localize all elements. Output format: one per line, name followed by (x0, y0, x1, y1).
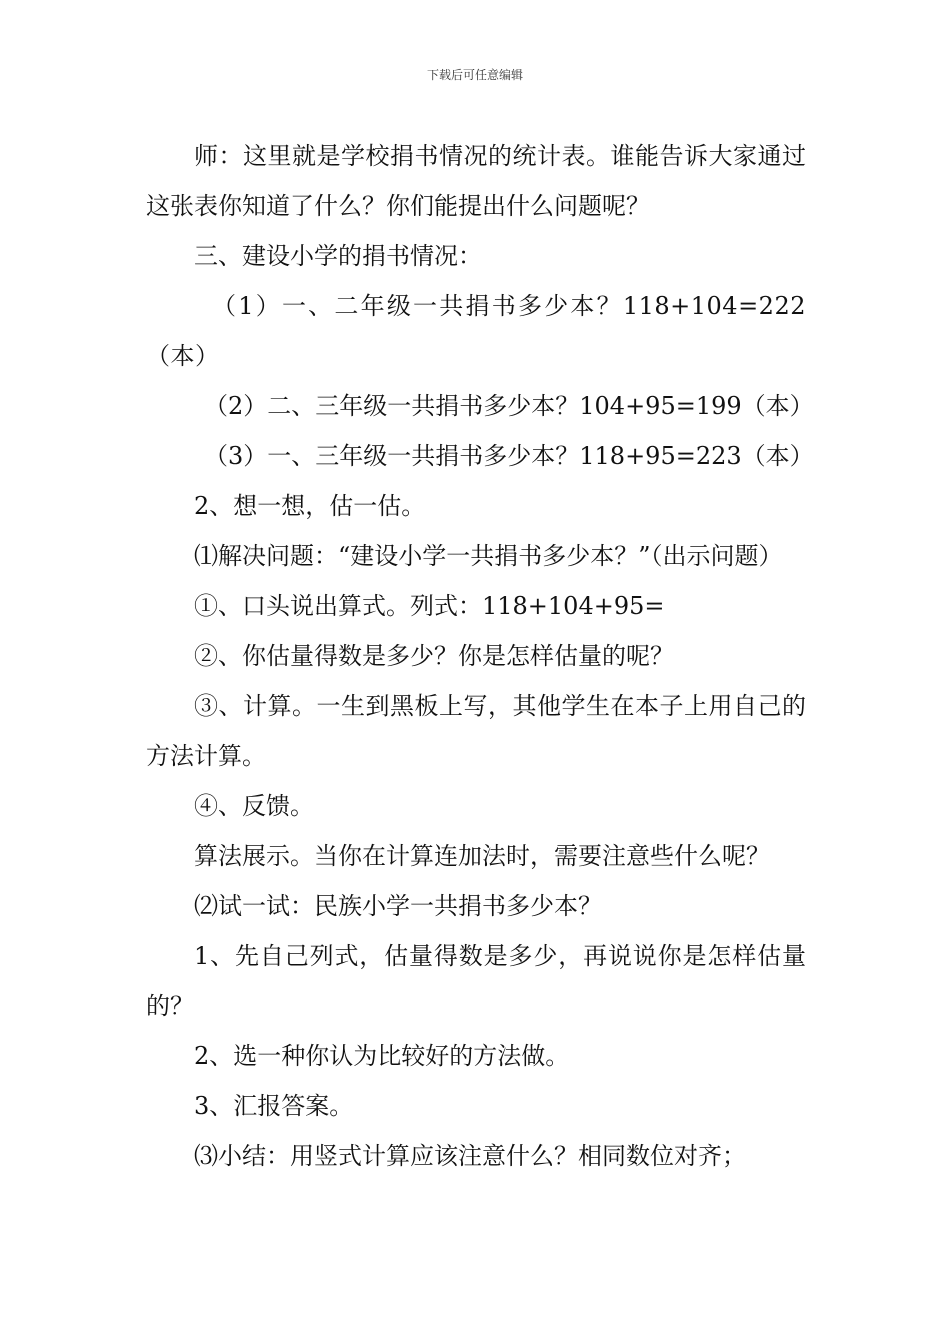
paragraph: 2、选一种你认为比较好的方法做。 (194, 1042, 570, 1070)
paragraph: ②、你估量得数是多少？你是怎样估量的呢？ (194, 642, 674, 670)
paragraph: （2）二、三年级一共捐书多少本？104+95=199（本） (204, 392, 814, 420)
paragraph: ③、计算。一生到黑板上写，其他学生在本子上用自己的方法计算。 (146, 692, 806, 770)
paragraph: ⑶小结：用竖式计算应该注意什么？相同数位对齐； (194, 1142, 746, 1170)
paragraph: （3）一、三年级一共捐书多少本？118+95=223（本） (204, 442, 814, 470)
document-body (146, 131, 814, 1181)
paragraph: 三、建设小学的捐书情况： (194, 242, 482, 270)
paragraph: ⑵试一试：民族小学一共捐书多少本？ (194, 892, 602, 920)
paragraph: ⑴解决问题：“建设小学一共捐书多少本？”（出示问题） (194, 542, 783, 570)
paragraph: 师：这里就是学校捐书情况的统计表。谁能告诉大家通过这张表你知道了什么？你们能提出什么问题呢？ (146, 142, 806, 220)
paragraph: 1、先自己列式，估量得数是多少，再说说你是怎样估量的？ (146, 942, 806, 1020)
paragraph: 算法展示。当你在计算连加法时，需要注意些什么呢？ (194, 842, 770, 870)
paragraph: ④、反馈。 (194, 792, 314, 820)
paragraph: （1）一、二年级一共捐书多少本？118+104=222（本） (146, 292, 806, 370)
paragraph: 2、想一想，估一估。 (194, 492, 426, 520)
paragraph: 3、汇报答案。 (194, 1092, 354, 1120)
page-header: 下载后可任意编辑 (426, 68, 523, 82)
paragraph: ①、口头说出算式。列式：118+104+95= (194, 592, 665, 620)
